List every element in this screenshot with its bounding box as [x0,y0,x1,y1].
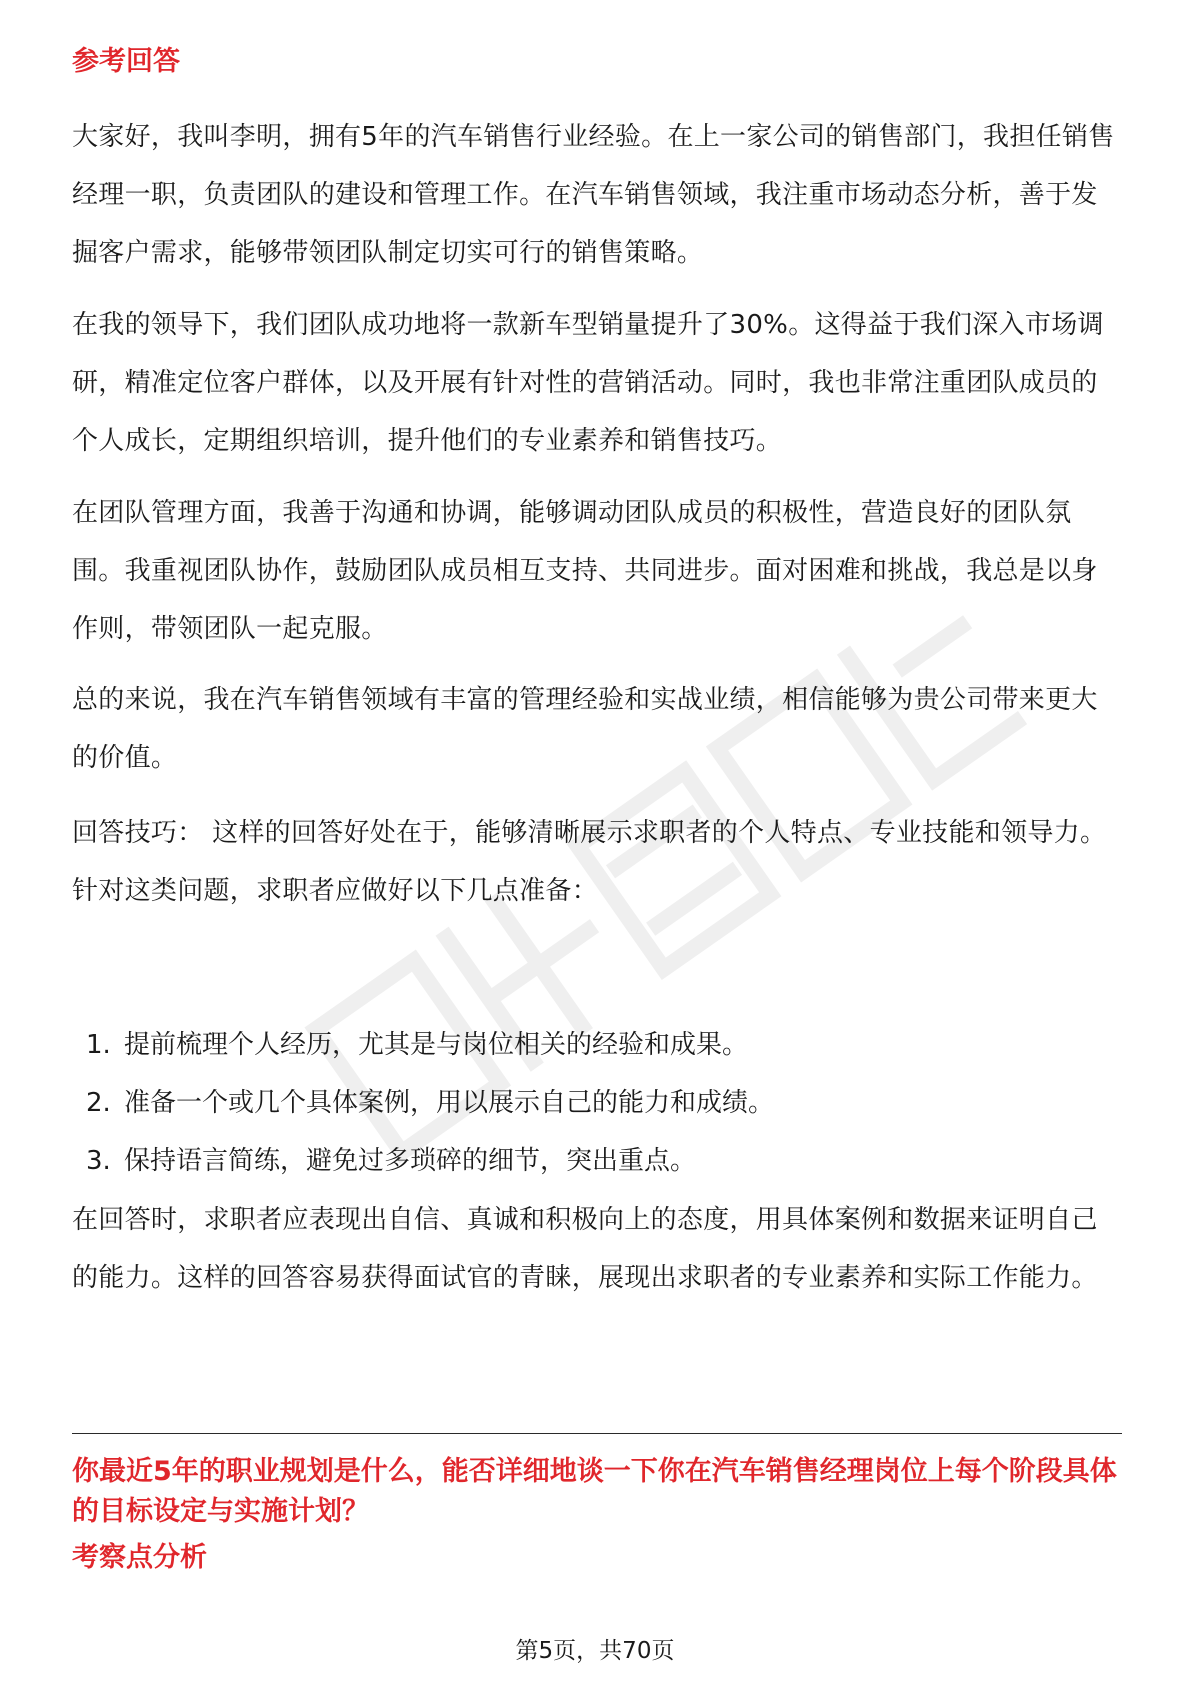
answer-heading: 参考回答 [72,46,180,77]
section-divider [72,1433,1122,1434]
list-item-number: 2. [86,1088,111,1118]
list-item-number: 3. [86,1146,111,1176]
list-item-text: 保持语言简练，避免过多琐碎的细节，突出重点。 [124,1146,697,1176]
list-item-text: 准备一个或几个具体案例，用以展示自己的能力和成绩。 [124,1088,775,1118]
next-question: 你最近5年的职业规划是什么，能否详细地谈一下你在汽车销售经理岗位上每个阶段具体的目标设定与实施计划？ [72,1456,1117,1527]
answer-paragraph-1: 大家好，我叫李明，拥有5年的汽车销售行业经验。在上一家公司的销售部门，我担任销售经理一职，负责团队的建设和管理工作。在汽车销售领域，我注重市场动态分析，善于发掘客户需求，能够带领团队制定切实可行的销售策略。 [72,122,1115,268]
tips-list [72,1016,1122,1190]
list-item-number: 1. [86,1030,111,1060]
closing-paragraph: 在回答时，求职者应表现出自信、真诚和积极向上的态度，用具体案例和数据来证明自己的能力。这样的回答容易获得面试官的青睐，展现出求职者的专业素养和实际工作能力。 [72,1205,1098,1293]
page-number-footer: 第5页，共70页 [515,1638,675,1664]
answer-paragraph-2: 在我的领导下，我们团队成功地将一款新车型销量提升了30%。这得益于我们深入市场调研，精准定位客户群体，以及开展有针对性的营销活动。同时，我也非常注重团队成员的个人成长，定期组织培训，提升他们的专业素养和销售技巧。 [72,310,1104,456]
answer-paragraph-4: 总的来说，我在汽车销售领域有丰富的管理经验和实战业绩，相信能够为贵公司带来更大的价值。 [72,685,1098,773]
list-item [72,1132,1122,1190]
analysis-heading: 考察点分析 [72,1542,207,1573]
answer-paragraph-3: 在团队管理方面，我善于沟通和协调，能够调动团队成员的积极性，营造良好的团队氛围。我重视团队协作，鼓励团队成员相互支持、共同进步。面对困难和挑战，我总是以身作则，带领团队一起克服。 [72,498,1098,644]
list-item [72,1074,1122,1132]
list-item-text: 提前梳理个人经历，尤其是与岗位相关的经验和成果。 [124,1030,749,1060]
list-item [72,1016,1122,1074]
tips-intro-paragraph: 回答技巧： 这样的回答好处在于，能够清晰展示求职者的个人特点、专业技能和领导力。针对这类问题，求职者应做好以下几点准备： [72,818,1107,906]
